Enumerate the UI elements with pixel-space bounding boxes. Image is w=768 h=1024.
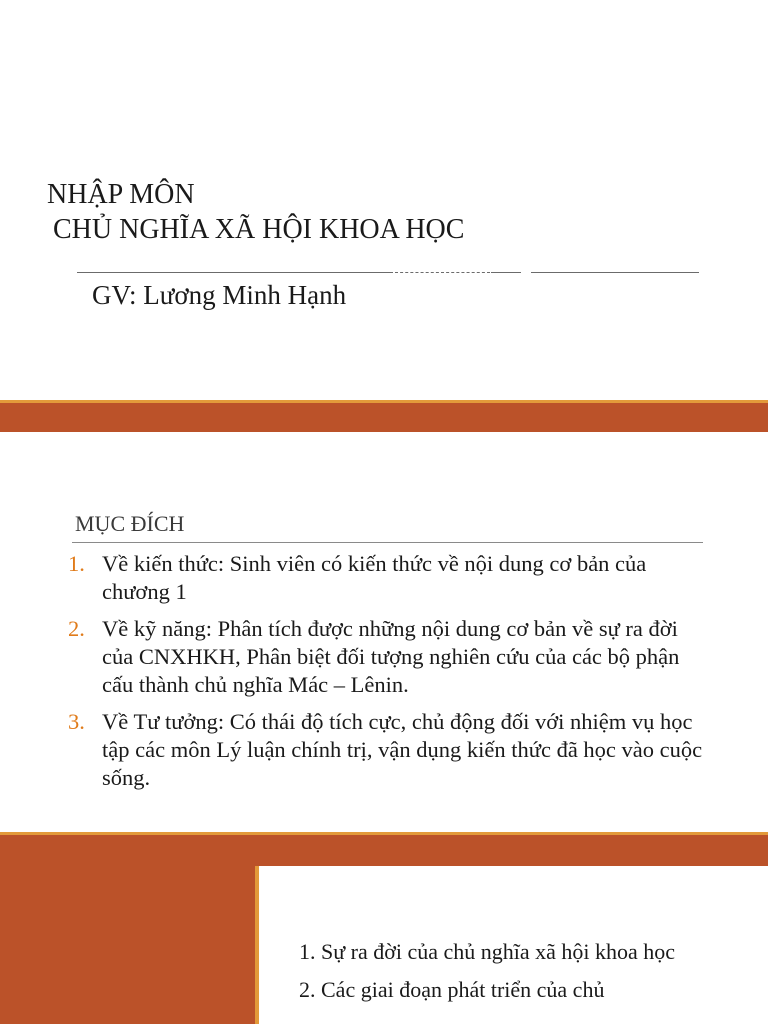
list-number: 3.: [68, 709, 85, 734]
objectives-heading: MỤC ĐÍCH: [75, 511, 185, 536]
list-item: [68, 550, 708, 606]
contents-list: [299, 938, 719, 1014]
title-divider-left: [77, 272, 393, 273]
title-slide: [0, 0, 768, 400]
slide-separator-band: [0, 835, 768, 866]
list-text: Về kiến thức: Sinh viên có kiến thức về nội dung cơ bản của chương 1: [102, 551, 647, 604]
lecturer-name: GV: Lương Minh Hạnh: [92, 280, 347, 310]
list-item: [68, 615, 708, 699]
title-divider-mid: [491, 272, 521, 273]
objectives-slide: [0, 432, 768, 832]
heading-divider: [72, 542, 703, 543]
list-number: 1.: [68, 551, 85, 576]
list-item: 2. Các giai đoạn phát triển của chủ: [299, 977, 605, 1002]
list-item: [68, 708, 708, 792]
objectives-list: [68, 550, 708, 801]
slide-separator-band: [0, 403, 768, 432]
title-divider-right: [531, 272, 699, 273]
contents-slide: [0, 866, 768, 1024]
list-item: 1. Sự ra đời của chủ nghĩa xã hội khoa học: [299, 939, 676, 964]
list-text: Về Tư tưởng: Có thái độ tích cực, chủ động đối với nhiệm vụ học tập các môn Lý luận chính trị, vận dụng kiến thức đã học vào cuộc sống.: [102, 709, 703, 790]
title-divider-dashed: [395, 272, 490, 273]
side-panel-accent: [255, 866, 259, 1024]
list-text: Về kỹ năng: Phân tích được những nội dung cơ bản về sự ra đời của CNXHKH, Phân biệt đối tượng nghiên cứu của các bộ phận cấu thành chủ nghĩa Mác – Lênin.: [102, 616, 680, 697]
slide-title-line-2: CHỦ NGHĨA XÃ HỘI KHOA HỌC: [53, 214, 465, 245]
slide-title-line-1: NHẬP MÔN: [47, 179, 195, 210]
list-number: 2.: [68, 616, 85, 641]
side-panel: [0, 866, 255, 1024]
